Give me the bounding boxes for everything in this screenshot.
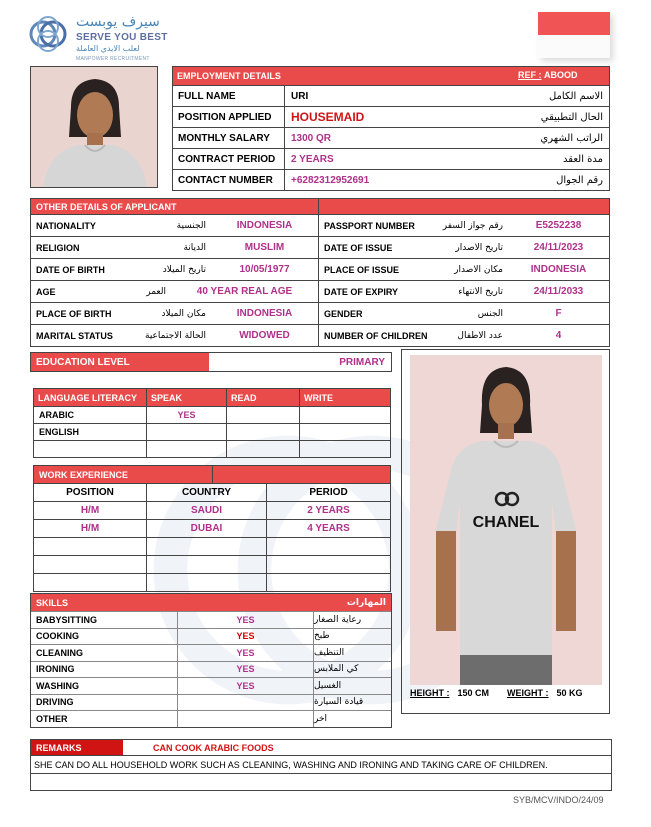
work-period	[266, 538, 390, 555]
remarks-header	[31, 740, 611, 755]
field-label: MONTHLY SALARY	[173, 128, 285, 148]
shirt-brand-text: CHANEL	[472, 514, 540, 531]
field-label: FULL NAME	[173, 86, 285, 106]
skill-label-ar: الغسيل	[313, 678, 391, 694]
position-row	[173, 106, 609, 127]
detail-value: 40 YEAR REAL AGE	[196, 286, 293, 297]
document-code: SYB/MCV/INDO/24/09	[513, 795, 604, 805]
height-value: 150 CM	[457, 688, 490, 698]
remarks-text: SHE CAN DO ALL HOUSEHOLD WORK SUCH AS CLEANING, WASHING AND IRONING AND TAKING CARE OF CHILDREN.	[31, 755, 611, 773]
work-row	[34, 501, 390, 519]
skill-label: COOKING	[36, 631, 80, 642]
skill-value: YES	[177, 645, 313, 661]
field-label-ar: الحال التطبيقي	[540, 111, 603, 123]
salary-value: 1300 QR	[291, 132, 332, 144]
education-label: EDUCATION LEVEL	[31, 353, 209, 371]
detail-label: AGE	[36, 286, 56, 297]
details-row	[31, 236, 609, 258]
field-label-ar: مدة العقد	[563, 153, 603, 165]
detail-value: 24/11/2023	[533, 242, 584, 253]
brand-name-ar: سيرف يوبست	[76, 14, 160, 30]
education-level-row	[30, 352, 392, 372]
language-header-row	[34, 389, 390, 406]
work-country	[146, 556, 266, 573]
brand-tagline-ar: لعلب الايدي العاملة	[76, 44, 140, 53]
work-period	[266, 574, 390, 591]
work-country	[146, 574, 266, 591]
skill-row	[31, 661, 391, 678]
salary-row	[173, 127, 609, 148]
language-write	[299, 441, 390, 457]
work-position	[34, 556, 146, 573]
measurements	[410, 688, 602, 698]
details-row	[31, 324, 609, 346]
detail-value: INDONESIA	[236, 220, 293, 231]
detail-label-ar: تاريخ الميلاد	[162, 264, 206, 275]
position-value: HOUSEMAID	[291, 110, 365, 124]
remarks-label: REMARKS	[31, 740, 123, 755]
skill-value: YES	[177, 629, 313, 645]
details-row	[31, 280, 609, 302]
detail-label-ar: الجنس	[477, 308, 503, 319]
field-label: CONTACT NUMBER	[173, 170, 285, 190]
detail-label-ar: الحالة الاجتماعية	[145, 330, 206, 341]
remarks-section	[30, 739, 612, 791]
skill-label-ar: قيادة السيارة	[313, 695, 391, 711]
skill-label: BABYSITTING	[36, 614, 98, 625]
skill-label-ar: طبخ	[313, 629, 391, 645]
detail-value: MUSLIM	[244, 242, 285, 253]
other-details-table	[30, 198, 610, 347]
full-name-value: URI	[291, 90, 309, 102]
skill-value	[177, 711, 313, 727]
skill-row	[31, 677, 391, 694]
field-label: CONTRACT PERIOD	[173, 149, 285, 169]
language-literacy-table	[33, 388, 391, 458]
field-label-ar: رقم الجوال	[556, 174, 603, 186]
work-country: DUBAI	[146, 520, 266, 537]
detail-label: PLACE OF BIRTH	[36, 308, 112, 319]
detail-value: 24/11/2033	[533, 286, 584, 297]
work-position: H/M	[80, 523, 100, 534]
work-row	[34, 555, 390, 573]
skill-row	[31, 710, 391, 727]
skill-value: YES	[177, 678, 313, 694]
language-row	[34, 423, 390, 440]
skills-title: SKILLS	[36, 597, 69, 608]
language-write	[299, 424, 390, 440]
detail-label: GENDER	[318, 303, 416, 324]
skill-label-ar: التنظيف	[313, 645, 391, 661]
detail-value: WIDOWED	[239, 330, 290, 341]
company-logo	[26, 12, 176, 60]
skill-value: YES	[177, 612, 313, 628]
work-row	[34, 573, 390, 591]
language-speak	[146, 441, 226, 457]
language-read	[226, 407, 299, 423]
language-read	[226, 441, 299, 457]
detail-value: F	[555, 308, 562, 319]
skill-row	[31, 611, 391, 628]
work-period: 4 YEARS	[266, 520, 390, 537]
remarks-blank-line	[31, 773, 611, 790]
employment-title: EMPLOYMENT DETAILS	[177, 71, 281, 81]
contract-row	[173, 148, 609, 169]
brand-tagline-en: MANPOWER RECRUITMENT	[76, 56, 150, 62]
detail-label-ar: الديانة	[183, 242, 206, 253]
work-period	[266, 556, 390, 573]
detail-label-ar: مكان الاصدار	[454, 264, 503, 275]
work-experience-table	[33, 465, 391, 592]
speak-header: SPEAK	[146, 389, 226, 406]
brand-name-en: SERVE YOU BEST	[76, 32, 168, 43]
language-header: LANGUAGE LITERACY	[38, 392, 137, 403]
skill-label-ar: رعاية الصغار	[313, 612, 391, 628]
details-row	[31, 302, 609, 324]
work-period: 2 YEARS	[266, 502, 390, 519]
skill-value	[177, 695, 313, 711]
language-read	[226, 424, 299, 440]
full-name-row	[173, 85, 609, 106]
detail-value: 4	[555, 330, 562, 341]
language-speak: YES	[146, 407, 226, 423]
indonesia-flag	[538, 12, 610, 58]
work-position	[34, 574, 146, 591]
skill-label-ar: اخر	[313, 711, 391, 727]
work-country	[146, 538, 266, 555]
detail-value: 10/05/1977	[239, 264, 290, 275]
write-header: WRITE	[299, 389, 390, 406]
weight-measure	[507, 688, 583, 698]
detail-label-ar: مكان الميلاد	[161, 308, 206, 319]
skill-label: OTHER	[36, 713, 68, 724]
period-header: PERIOD	[266, 484, 390, 501]
language-write	[299, 407, 390, 423]
work-experience-title: WORK EXPERIENCE	[39, 469, 129, 480]
detail-label-ar: عدد الاطفال	[457, 330, 503, 341]
applicant-full-body-photo	[410, 355, 602, 685]
contact-value: +6282312952691	[291, 174, 370, 186]
detail-label: RELIGION	[36, 242, 80, 253]
skills-table	[30, 593, 392, 728]
detail-label: DATE OF BIRTH	[36, 264, 105, 275]
detail-label-ar: الجنسية	[176, 220, 206, 231]
detail-label-ar: تاريخ الانتهاء	[458, 286, 503, 297]
other-details-header	[31, 199, 609, 214]
skill-row	[31, 694, 391, 711]
skills-title-ar: المهارات	[346, 597, 386, 608]
detail-value: INDONESIA	[236, 308, 293, 319]
language-speak	[146, 424, 226, 440]
other-details-title: OTHER DETAILS OF APPLICANT	[36, 201, 177, 212]
detail-value: INDONESIA	[530, 264, 587, 275]
logo-mark-icon	[26, 12, 70, 56]
weight-label: WEIGHT :	[507, 688, 549, 698]
detail-value: E5252238	[535, 220, 582, 231]
detail-label-ar: تاريخ الاصدار	[455, 242, 503, 253]
language-row	[34, 440, 390, 457]
skill-row	[31, 628, 391, 645]
details-row	[31, 214, 609, 236]
weight-value: 50 KG	[556, 688, 583, 698]
skills-header	[31, 594, 391, 611]
contract-value: 2 YEARS	[291, 153, 334, 165]
work-position	[34, 538, 146, 555]
detail-label: NATIONALITY	[36, 220, 96, 231]
language-row	[34, 406, 390, 423]
height-measure	[410, 688, 489, 698]
detail-label-ar: العمر	[146, 286, 166, 297]
reference	[518, 70, 578, 80]
full-body-photo-frame	[401, 349, 610, 714]
detail-label: PLACE OF ISSUE	[318, 259, 416, 280]
field-label-ar: الراتب الشهري	[540, 132, 603, 144]
field-label: POSITION APPLIED	[173, 107, 285, 127]
detail-label: MARITAL STATUS	[36, 330, 113, 341]
work-position: H/M	[80, 505, 100, 516]
field-label-ar: الاسم الكامل	[548, 90, 603, 102]
ref-value: ABOOD	[544, 70, 578, 80]
height-label: HEIGHT :	[410, 688, 450, 698]
skill-label: DRIVING	[36, 697, 74, 708]
work-header-row	[34, 483, 390, 501]
read-header: READ	[226, 389, 299, 406]
contact-row	[173, 169, 609, 190]
skill-label: IRONING	[36, 664, 75, 675]
position-header: POSITION	[66, 487, 114, 498]
skill-value: YES	[177, 662, 313, 678]
education-value: PRIMARY	[339, 357, 385, 368]
language-name: ENGLISH	[39, 427, 80, 437]
detail-label-ar: رقم جواز السفر	[442, 220, 503, 231]
skill-row	[31, 644, 391, 661]
skill-label-ar: كي الملابس	[313, 662, 391, 678]
work-row	[34, 537, 390, 555]
employment-details-table	[172, 66, 610, 191]
work-row	[34, 519, 390, 537]
remarks-highlight: CAN COOK ARABIC FOODS	[153, 742, 274, 753]
employment-header	[173, 67, 609, 85]
skill-label: CLEANING	[36, 647, 83, 658]
detail-label: DATE OF EXPIRY	[318, 281, 416, 302]
language-name	[34, 441, 146, 457]
ref-label: REF :	[518, 70, 542, 80]
country-header: COUNTRY	[146, 484, 266, 501]
skill-label: WASHING	[36, 680, 80, 691]
detail-label: DATE OF ISSUE	[318, 237, 416, 258]
work-experience-header	[34, 466, 390, 483]
details-row	[31, 258, 609, 280]
work-country: SAUDI	[146, 502, 266, 519]
applicant-portrait-photo	[30, 66, 158, 188]
detail-label: NUMBER OF CHILDREN	[318, 325, 431, 346]
detail-label: PASSPORT NUMBER	[318, 215, 416, 236]
language-name: ARABIC	[39, 410, 74, 420]
